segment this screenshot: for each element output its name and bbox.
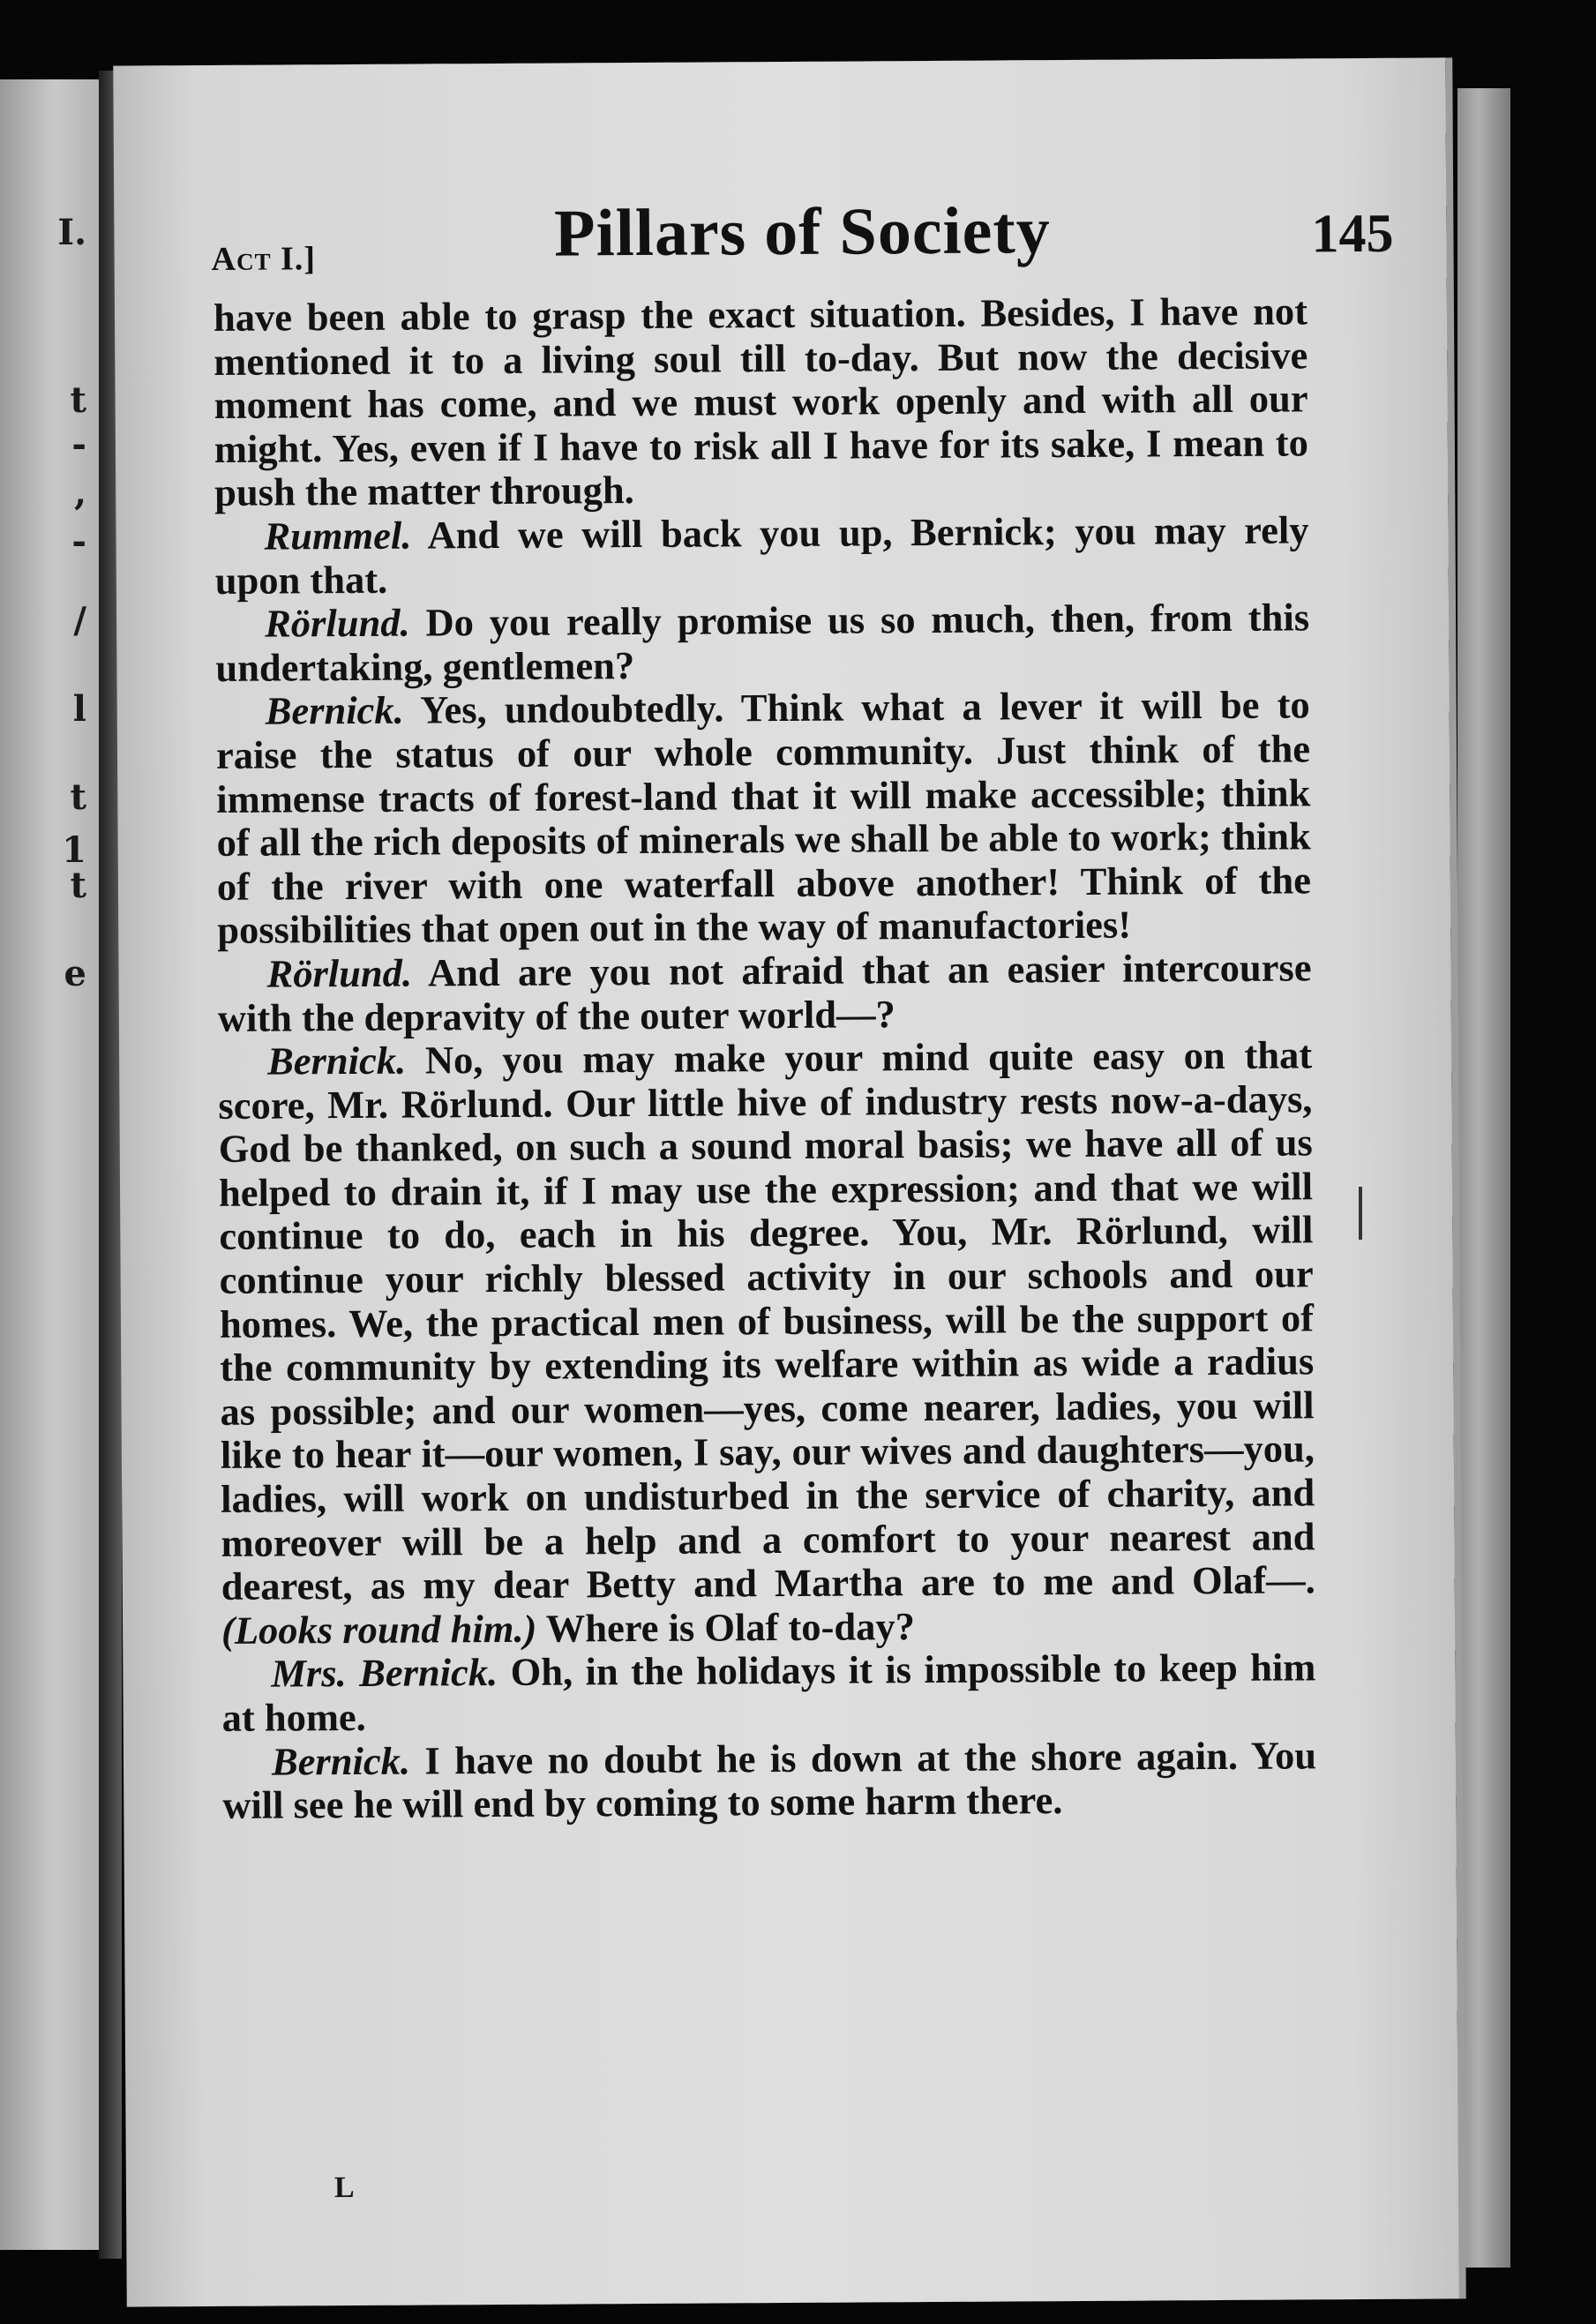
speaker-name: Rörlund. bbox=[264, 600, 410, 646]
prev-page-fragment: 1 bbox=[62, 829, 86, 871]
speaker-name: Bernick. bbox=[266, 1038, 407, 1083]
margin-mark bbox=[1359, 1187, 1362, 1240]
speech bbox=[218, 1033, 1315, 1653]
signature-mark: L bbox=[333, 2171, 355, 2205]
speech-text: And we will back you up, Bernick; you may rely upon that. bbox=[214, 507, 1309, 603]
speech-text: And are you not afraid that an easier intercourse with the depravity of the outer world—? bbox=[217, 945, 1312, 1040]
speech-text: Do you really promise us so much, then, from this undertaking, gentlemen? bbox=[215, 595, 1310, 690]
speech bbox=[221, 1646, 1316, 1741]
running-title: Pillars of Society bbox=[553, 193, 1051, 271]
paragraph bbox=[214, 289, 1308, 515]
prev-page-fragment: l bbox=[72, 688, 86, 730]
speaker-name: Bernick. bbox=[265, 687, 404, 733]
prev-page-fragment: - bbox=[71, 521, 86, 562]
speech-text: No, you may make your mind quite easy on that score, Mr. Rörlund. Our little hive of industry rests now-a-days, God be thanked, on such a sound moral basis; we have all of us helped to drain it, if I may use the expression; and that we will continue to do, each in his degree. You, Mr. Rörlund, will continue your richly blessed activity in our schools and our homes. We, the practical men of business, will be the support of the community by extending its welfare within as wide a radius as possible; and our women—yes, come nearer, ladies, you will like to hear it—our women, I say, our wives and daughters—you, ladies, will work on undisturbed in the service of charity, and moreover will be a help and a comfort to your nearest and dearest, as my dear Betty and Martha are to me and Olaf—. bbox=[218, 1032, 1315, 1609]
speaker-name: Bernick. bbox=[271, 1738, 411, 1784]
speech bbox=[215, 596, 1310, 691]
book-page bbox=[113, 57, 1458, 2306]
speech bbox=[222, 1734, 1317, 1828]
speech bbox=[216, 684, 1312, 953]
stage-direction: (Looks round him.) bbox=[221, 1606, 537, 1653]
speech-text: Oh, in the holidays it is impossible to keep him at home. bbox=[221, 1645, 1316, 1740]
paragraph-text: have been able to grasp the exact situation. Besides, I have not mentioned it to a living soul till to-day. But now the decisive moment has come, and we must work openly and with all our might. Yes, even if I have to risk all I have for its sake, I mean to push the matter through. bbox=[213, 289, 1309, 515]
running-header bbox=[211, 191, 1394, 295]
prev-page-fragment: e bbox=[64, 953, 86, 994]
prev-page-fragment: t bbox=[70, 865, 86, 906]
previous-page-edge bbox=[0, 79, 99, 2250]
page-number: 145 bbox=[1311, 203, 1394, 265]
prev-page-fragment: - bbox=[71, 424, 86, 465]
speaker-name: Rummel. bbox=[264, 513, 412, 559]
prev-page-fragment: t bbox=[70, 379, 86, 421]
prev-page-fragment: / bbox=[73, 600, 86, 641]
speech-text: I have no doubt he is down at the shore again. You will see he will end by coming to some harm there. bbox=[222, 1732, 1317, 1828]
prev-page-fragment: I. bbox=[57, 212, 86, 253]
speech bbox=[217, 946, 1312, 1040]
speaker-name: Mrs. Bernick. bbox=[271, 1650, 498, 1696]
speech bbox=[214, 508, 1309, 603]
speech-text: Yes, undoubtedly. Think what a lever it will be to raise the status of our whole community. Just think of the immense tracts of forest-land that it will make accessible; think of all the rich deposits of minerals we shall be able to work; think of the river with one waterfall above another! Think of the possibilities that open out in the way of manufactories! bbox=[215, 682, 1312, 953]
body-text bbox=[214, 289, 1317, 1827]
prev-page-fragment: t bbox=[70, 776, 86, 818]
act-label: Act I.] bbox=[211, 240, 317, 278]
speech-text-continued: Where is Olaf to-day? bbox=[545, 1603, 916, 1651]
speaker-name: Rörlund. bbox=[266, 950, 413, 996]
page-stack-edge bbox=[1457, 88, 1510, 2268]
prev-page-fragment: , bbox=[74, 472, 86, 514]
